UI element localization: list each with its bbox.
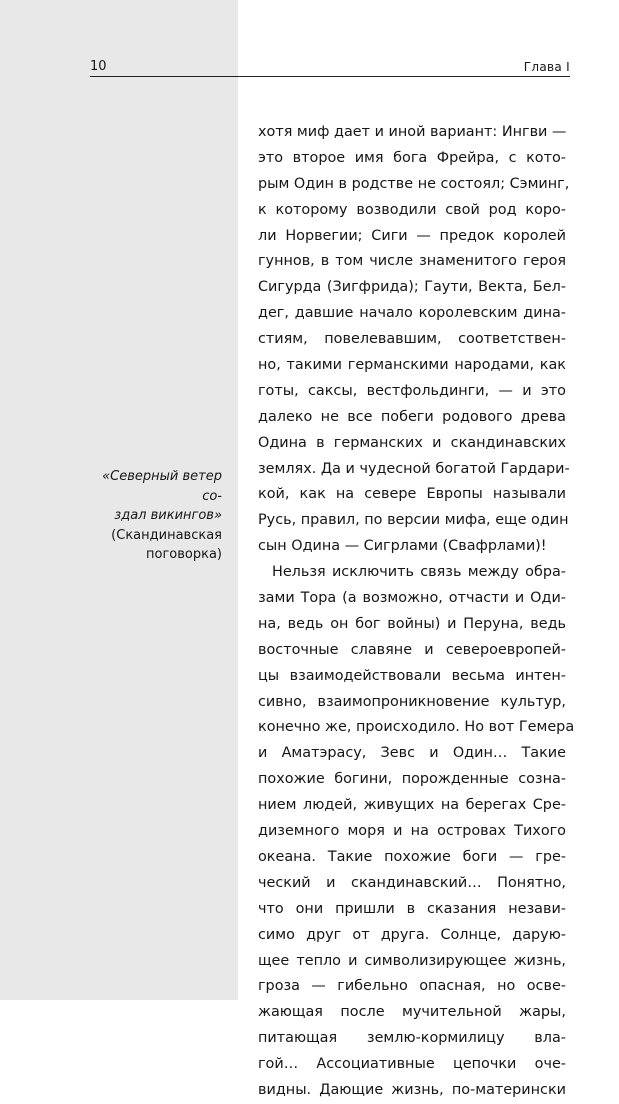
text-line: и Аматэрасу, Зевс и Один… Такие	[258, 745, 566, 762]
text-line: ческий и скандинавский… Понятно,	[258, 874, 566, 891]
text-line: конечно же, происходило. Но вот Гемера	[258, 719, 575, 736]
chapter-title: Глава I	[523, 60, 570, 74]
quote-source-line: поговорка)	[146, 547, 222, 562]
text-line: что они пришли в сказания незави-	[258, 900, 566, 917]
text-line: гроза — гибельно опасная, но осве-	[258, 978, 566, 995]
quote-line: «Северный ветер со-	[102, 469, 222, 504]
text-line: симо друг от друга. Солнце, дарую-	[258, 926, 566, 943]
text-line: хотя миф дает и иной вариант: Ингви —	[258, 124, 567, 140]
text-line: гой… Ассоциативные цепочки оче-	[258, 1056, 566, 1073]
text-line: щее тепло и символизирующее жизнь,	[258, 952, 566, 969]
text-line: жающая после мучительной жары,	[258, 1004, 566, 1021]
body-text	[258, 120, 575, 1104]
text-line: ли Норвегии; Сиги — предок королей	[258, 227, 566, 244]
text-line: землях. Да и чудесной богатой Гардари-	[258, 460, 570, 477]
text-line: рым Один в родстве не состоял; Сэминг,	[258, 175, 570, 192]
text-line: это второе имя бога Фрейра, с кото-	[258, 149, 566, 166]
text-line: на, ведь он бог войны) и Перуна, ведь	[258, 615, 566, 632]
text-line: дег, давшие начало королевским дина-	[258, 305, 566, 322]
text-line: к которому возводили свой род коро-	[258, 201, 566, 218]
quote-source-line: (Скандинавская	[111, 527, 222, 543]
text-line: гуннов, в том числе знаменитого героя	[258, 253, 566, 270]
text-line: кой, как на севере Европы называли	[258, 486, 566, 503]
text-line: похожие богини, порожденные созна-	[258, 771, 566, 788]
text-line: стиям, повелевавшим, соответствен-	[258, 331, 566, 348]
margin-quote	[80, 467, 222, 565]
running-header	[90, 55, 570, 79]
text-line: зами Тора (а возможно, отчасти и Оди-	[258, 590, 566, 607]
page-number: 10	[90, 59, 107, 74]
header-rule	[90, 76, 570, 77]
text-line: Русь, правил, по версии мифа, еще один	[258, 512, 569, 529]
text-line: цы взаимодействовали весьма интен-	[258, 667, 566, 684]
text-line: сивно, взаимопроникновение культур,	[258, 693, 566, 710]
text-line: Одина в германских и скандинавских	[258, 434, 566, 451]
text-line: океана. Такие похожие боги — гре-	[258, 848, 566, 865]
text-line: далеко не все побеги родового древа	[258, 408, 566, 425]
text-line: Нельзя исключить связь между обра-	[272, 564, 566, 581]
quote-line: здал викингов»	[114, 508, 222, 523]
text-line: питающая землю-кормилицу вла-	[258, 1030, 566, 1047]
text-line: видны. Дающие жизнь, по-матерински	[258, 1081, 566, 1098]
text-line: диземного моря и на островах Тихого	[258, 823, 566, 840]
text-line: нием людей, живущих на берегах Сре-	[258, 797, 566, 814]
text-line: готы, саксы, вестфольдинги, — и это	[258, 382, 566, 399]
text-line: сын Одина — Сигрлами (Свафрлами)!	[258, 538, 547, 555]
text-line: но, такими германскими народами, как	[258, 357, 566, 374]
text-line: восточные славяне и североевропей-	[258, 641, 566, 658]
text-line: Сигурда (Зигфрида); Гаути, Векта, Бел-	[258, 279, 566, 296]
